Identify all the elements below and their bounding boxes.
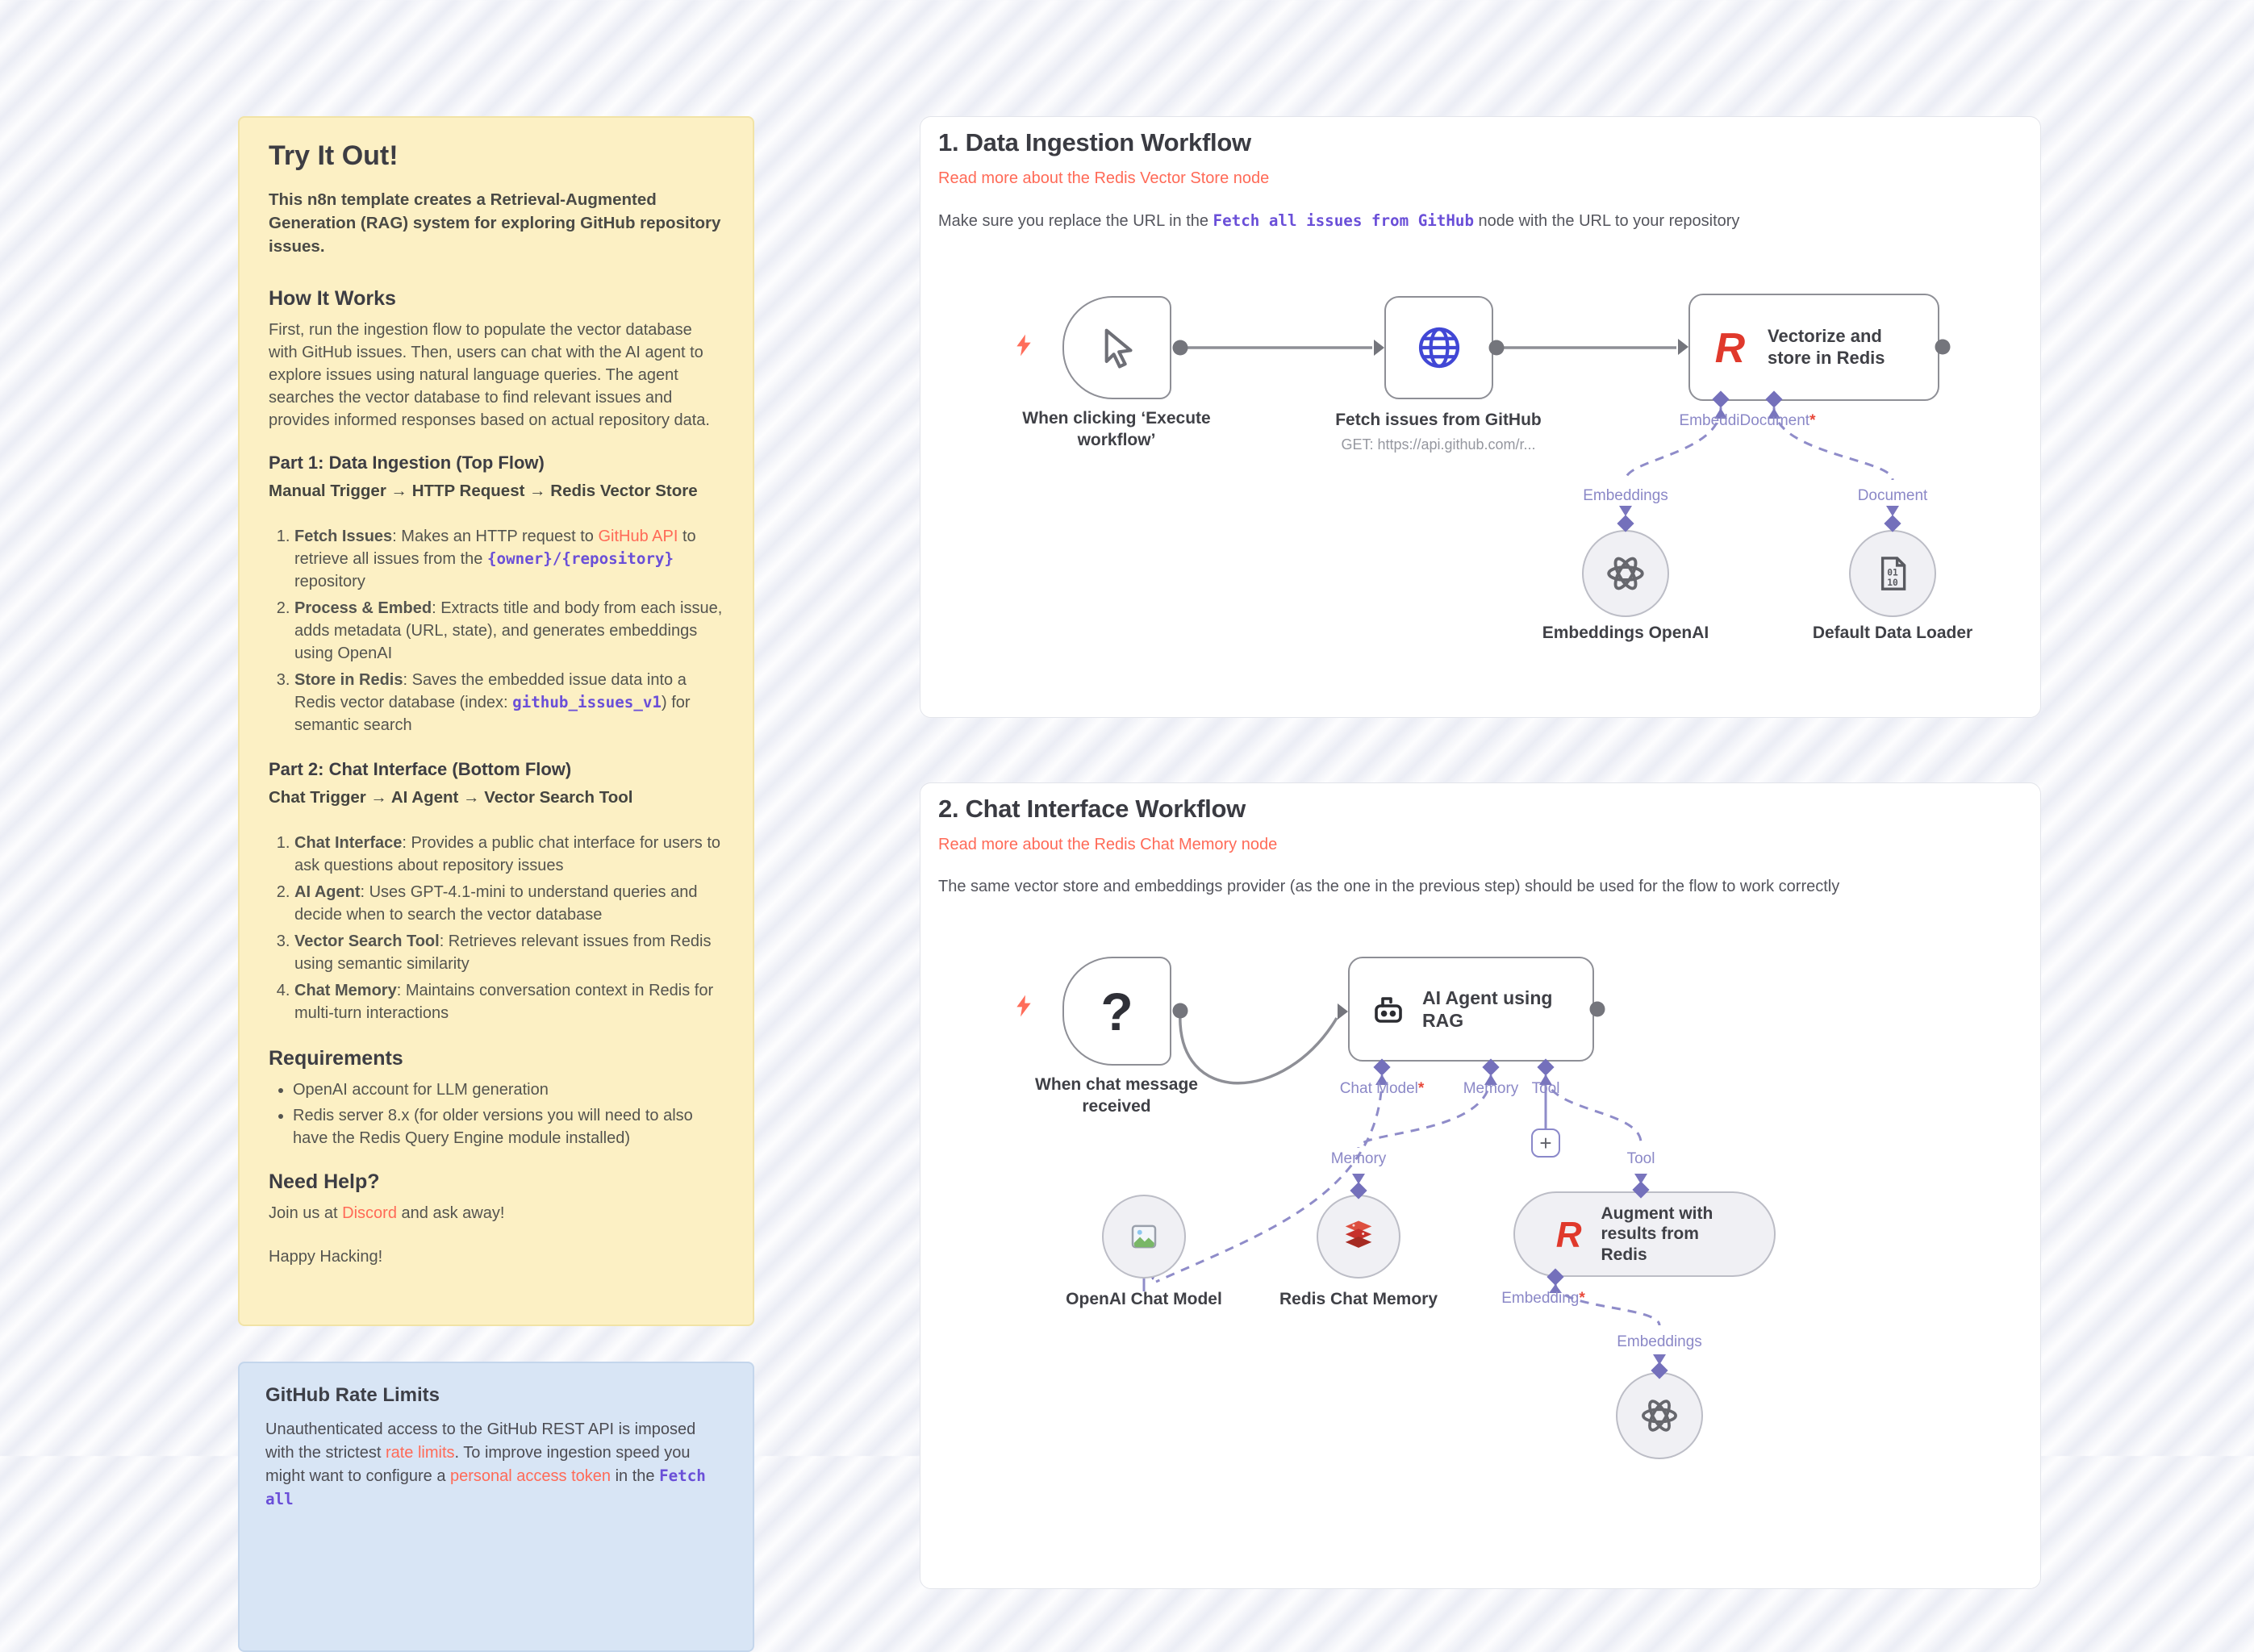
list-item: 2. AI Agent: Uses GPT-4.1-mini to understand queries and decide when to search the vector database: [294, 881, 724, 926]
chat-bolt-icon: [1011, 993, 1037, 1019]
cursor-icon: [1094, 324, 1141, 371]
output-port[interactable]: [1935, 340, 1951, 355]
sticky-note-rate-limits: [238, 1362, 754, 1652]
need-help-body[interactable]: Join us at Discord and ask away!: [269, 1204, 505, 1223]
part1-list: [269, 525, 724, 736]
closing-line: Happy Hacking!: [269, 1248, 383, 1266]
part1-flow: Manual Trigger → HTTP Request → Redis Vector Store: [269, 482, 698, 501]
how-it-works-body: First, run the ingestion flow to populate the vector database with GitHub issues. Then, users can chat with the AI agent to explore issues using natural language queries. The agent searches the vector database to find relevant issues and provides informed responses based on actual repository data.: [269, 321, 710, 430]
list-item: 1. Fetch Issues: Makes an HTTP request to GitHub API to retrieve all issues from the {owner}/{repository} repository: [294, 525, 724, 593]
list-item: 3. Store in Redis: Saves the embedded issue data into a Redis vector database (index: github_issues_v1) for semantic search: [294, 669, 724, 736]
input-port[interactable]: [1338, 1003, 1348, 1020]
node-label: Redis Chat Memory: [1279, 1290, 1438, 1308]
node-manual-trigger[interactable]: [1062, 296, 1171, 399]
node-label: When clicking ‘Execute workflow’: [1022, 409, 1211, 450]
question-mark-icon: ?: [1100, 981, 1133, 1041]
list-item: 2. Process & Embed: Extracts title and body from each issue, adds metadata (URL, state), and generates embeddings using OpenAI: [294, 597, 724, 665]
binary-document-icon: [1871, 552, 1914, 595]
connection-wires: [920, 783, 2040, 1588]
node-label: Augment with results from Redis: [1601, 1204, 1713, 1264]
node-default-data-loader[interactable]: [1849, 530, 1936, 617]
embeddings-connector-label: Embeddings: [1617, 1333, 1702, 1350]
panel-chat-interface: [920, 782, 2041, 1589]
svg-text:R: R: [1555, 1216, 1582, 1253]
chat-model-port-label: Chat Model*: [1339, 1080, 1425, 1097]
memory-connector-label: Memory: [1330, 1150, 1387, 1167]
node-label: Vectorize and store in Redis: [1768, 325, 1885, 368]
output-port[interactable]: [1173, 1003, 1188, 1019]
output-port[interactable]: [1590, 1002, 1605, 1017]
robot-icon: [1369, 990, 1408, 1028]
embedding-port-label: Embedding*: [1501, 1290, 1585, 1307]
node-sublabel: GET: https://api.github.com/r...: [1341, 436, 1536, 453]
panel-data-ingestion: [920, 116, 2041, 718]
node-label: Default Data Loader: [1812, 624, 1973, 642]
svg-text:R: R: [1714, 325, 1746, 369]
node-chat-trigger[interactable]: [1062, 957, 1171, 1066]
part2-list: [269, 832, 724, 1024]
node-augment-with-redis[interactable]: [1513, 1191, 1776, 1277]
part2-flow: Chat Trigger → AI Agent → Vector Search Tool: [269, 788, 633, 807]
svg-text:01: 01: [1887, 567, 1898, 578]
plus-icon: +: [1539, 1130, 1552, 1155]
list-item: 3. Vector Search Tool: Retrieves relevant issues from Redis using semantic similarity: [294, 930, 724, 975]
redis-logo-icon: [1551, 1216, 1588, 1253]
wire-trigger-agent: [1180, 1012, 1337, 1083]
list-item: 4. Chat Memory: Maintains conversation context in Redis for multi-turn interactions: [294, 979, 724, 1024]
need-help-heading: Need Help?: [269, 1170, 380, 1194]
list-item: 1. Chat Interface: Provides a public chat interface for users to ask questions about repository issues: [294, 832, 724, 877]
panel2-note: The same vector store and embeddings provider (as the one in the previous step) should be used for the flow to work correctly: [938, 878, 1840, 895]
redis-cube-icon: [1338, 1216, 1380, 1258]
node-openai-chat-model[interactable]: [1102, 1195, 1186, 1279]
part1-heading: Part 1: Data Ingestion (Top Flow): [269, 453, 545, 473]
rate-limits-body[interactable]: Unauthenticated access to the GitHub REST API is imposed with the strictest rate limits. To improve ingestion speed you might want to configure a personal access token in the Fetch all: [265, 1420, 706, 1508]
workflow-canvas-chat: [920, 783, 2040, 1588]
node-label: When chat message received: [1035, 1075, 1198, 1116]
document-connector-label: Document: [1857, 487, 1928, 504]
rate-limits-heading: GitHub Rate Limits: [265, 1384, 440, 1406]
execute-bolt-icon: [1011, 332, 1037, 358]
embeddings-connector-label: Embeddings: [1583, 487, 1668, 504]
node-label: OpenAI Chat Model: [1066, 1290, 1222, 1308]
node-ai-agent[interactable]: [1348, 957, 1594, 1062]
panel2-read-more-link[interactable]: Read more about the Redis Chat Memory node: [938, 836, 1278, 853]
svg-text:10: 10: [1887, 577, 1898, 588]
requirements-heading: Requirements: [269, 1047, 403, 1070]
panel1-read-more-link[interactable]: Read more about the Redis Vector Store node: [938, 169, 1270, 187]
how-it-works-heading: How It Works: [269, 287, 396, 311]
node-fetch-issues[interactable]: [1384, 296, 1493, 399]
node-label: Embeddings OpenAI: [1542, 624, 1709, 642]
sticky-note-try-it-out: [238, 116, 754, 1326]
tool-port-label: Tool: [1531, 1080, 1560, 1097]
part2-heading: Part 2: Chat Interface (Bottom Flow): [269, 759, 572, 780]
openai-logo-icon: [1602, 550, 1649, 597]
wire-tool: [1546, 1075, 1641, 1143]
openai-logo-icon: [1637, 1393, 1682, 1438]
redis-logo-icon: [1709, 326, 1753, 369]
memory-port-label: Memory: [1463, 1080, 1519, 1097]
panel1-note: Make sure you replace the URL in the Fetch all issues from GitHub node with the URL to your repository: [938, 211, 1740, 230]
node-embeddings-openai-2[interactable]: [1616, 1372, 1703, 1459]
sticky-title: Try It Out!: [269, 140, 399, 171]
input-port[interactable]: [1374, 340, 1384, 356]
broken-image-icon: [1127, 1220, 1161, 1254]
node-label: Fetch issues from GitHub: [1335, 411, 1542, 429]
tool-connector-label: Tool: [1626, 1150, 1655, 1167]
input-port[interactable]: [1678, 339, 1688, 355]
requirements-list: [269, 1078, 724, 1149]
list-item: • Redis server 8.x (for older versions you will need to also have the Redis Query Engine module installed): [293, 1104, 724, 1149]
workflow-canvas-ingestion: [920, 117, 2040, 717]
sticky-intro: This n8n template creates a Retrieval-Augmented Generation (RAG) system for exploring GitHub repository issues.: [269, 190, 721, 257]
output-port[interactable]: [1173, 340, 1188, 356]
panel2-title: 2. Chat Interface Workflow: [938, 795, 1246, 823]
node-redis-chat-memory[interactable]: [1317, 1195, 1400, 1279]
ports-label: EmbeddiDocument*: [1679, 412, 1816, 429]
add-tool-button[interactable]: [1531, 1128, 1560, 1158]
node-redis-vector-store[interactable]: [1688, 294, 1939, 401]
output-port[interactable]: [1489, 340, 1505, 356]
list-item: • OpenAI account for LLM generation: [293, 1078, 724, 1101]
node-embeddings-openai[interactable]: [1582, 530, 1669, 617]
node-label: AI Agent using RAG: [1422, 987, 1553, 1031]
globe-icon: [1413, 322, 1465, 373]
panel1-title: 1. Data Ingestion Workflow: [938, 128, 1251, 156]
